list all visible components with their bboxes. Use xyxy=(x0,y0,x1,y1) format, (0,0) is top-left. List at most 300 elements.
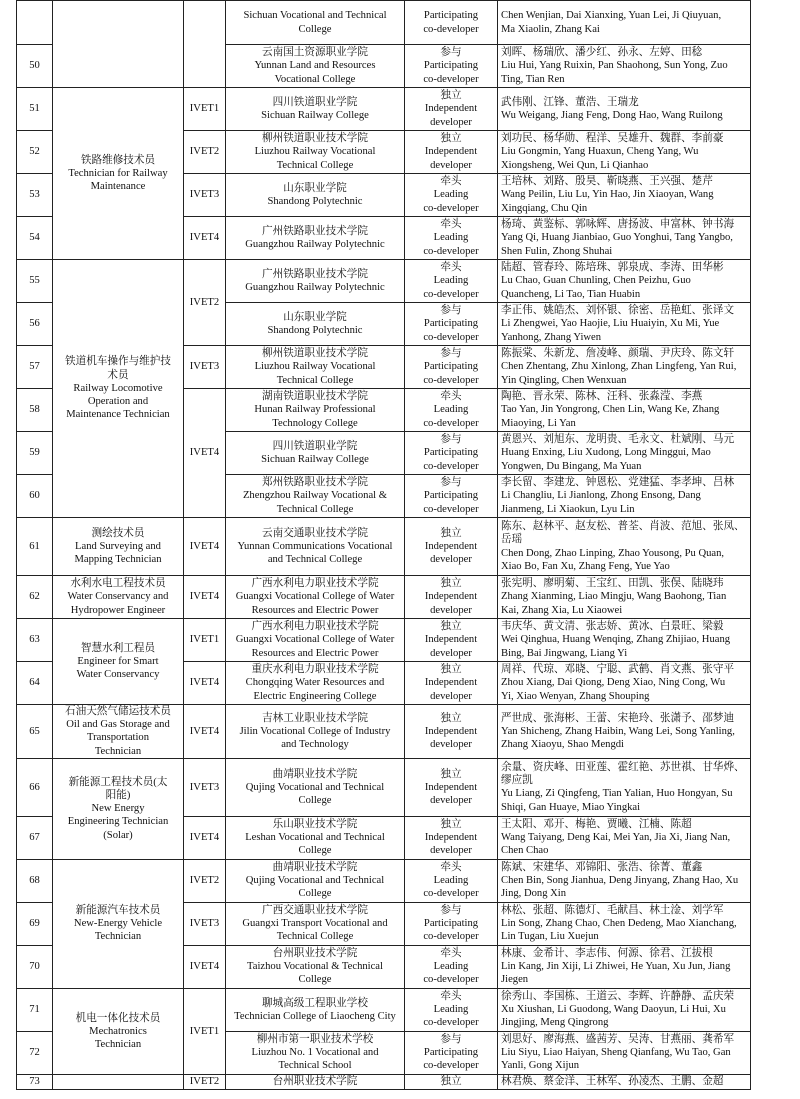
institution-cell xyxy=(226,45,405,88)
text-line: co-developer xyxy=(423,202,479,214)
text-line: 山东职业学院 xyxy=(283,311,347,323)
text-line: Independent xyxy=(424,634,478,646)
text-line: Resources and Electric Power xyxy=(251,647,379,659)
text-line: 乐山职业技术学院 xyxy=(272,819,358,830)
text-line: 陈振棠、朱新龙、詹凌峰、颜瑞、尹庆玲、陈文轩 xyxy=(501,348,735,360)
table-body xyxy=(17,1,751,1090)
row-number: 52 xyxy=(17,131,53,174)
row-number: 63 xyxy=(17,619,53,662)
text-line: 牵头 xyxy=(440,948,462,959)
text-line: Independent xyxy=(424,540,478,552)
text-line: developer xyxy=(430,116,472,128)
text-line: 陈斌、宋建华、邓锦阳、张浩、徐菁、董鑫 xyxy=(501,862,703,873)
text-line: Yan Shicheng, Zhang Haibin, Wang Lei, Song Yanling, xyxy=(501,725,735,737)
level-cell: IVET4 xyxy=(184,662,226,705)
developer-names-cell xyxy=(498,174,751,217)
text-line: Independent xyxy=(424,591,478,603)
text-line: College xyxy=(298,794,332,806)
profession-cell xyxy=(53,705,184,759)
text-line: 牵头 xyxy=(440,219,462,231)
institution-cell xyxy=(226,816,405,859)
text-line: Technical School xyxy=(278,1060,352,1072)
developer-names-cell xyxy=(498,131,751,174)
row-number: 56 xyxy=(17,303,53,346)
text-line: 广西交通职业技术学院 xyxy=(262,905,368,916)
text-line: 周祥、代琼、邓晓、宁聪、武鹤、肖文燕、张守平 xyxy=(501,664,735,676)
text-line: Xu Xiushan, Li Guodong, Wang Daoyun, Li Hui, Xu xyxy=(501,1004,726,1016)
text-line: Qujing Vocational and Technical xyxy=(245,875,385,887)
text-line: 新能源汽车技术员 xyxy=(75,905,161,916)
text-line: Yunnan Communications Vocational xyxy=(237,540,393,552)
institution-cell xyxy=(226,758,405,816)
text-line: Engineer for Smart xyxy=(77,655,159,667)
institution-cell xyxy=(226,705,405,759)
text-line: 岳瑶 xyxy=(501,534,523,546)
text-line: 重庆水利电力职业技术学院 xyxy=(251,664,379,676)
institution-cell xyxy=(226,945,405,988)
text-line: 林松、张超、陈德灯、毛献昌、林土淦、刘学军 xyxy=(501,905,724,916)
developer-names-cell xyxy=(498,619,751,662)
text-line: 聊城高级工程职业学校 xyxy=(262,997,368,1009)
text-line: Li Zhengwei, Yao Haojie, Liu Huaiyin, Xu Mi, Yue xyxy=(501,318,720,330)
level-cell: IVET2 xyxy=(184,131,226,174)
developer-names-cell xyxy=(498,88,751,131)
developer-names-cell xyxy=(498,945,751,988)
text-line: 台州职业技术学院 xyxy=(272,948,358,959)
text-line: Technician xyxy=(94,745,142,757)
institution-cell xyxy=(226,131,405,174)
text-line: 参与 xyxy=(440,434,462,446)
profession-cell xyxy=(53,576,184,619)
row-number: 57 xyxy=(17,346,53,389)
text-line: Jianmeng, Li Xiaokun, Lyu Lin xyxy=(501,503,635,515)
text-line: co-developer xyxy=(423,417,479,429)
text-line: 陆超、管春玲、陈培珠、郭泉成、李涛、田华彬 xyxy=(501,262,724,274)
text-line: 参与 xyxy=(440,47,462,59)
profession-cell xyxy=(53,518,184,576)
row-number: 54 xyxy=(17,217,53,260)
level-cell: IVET3 xyxy=(184,902,226,945)
text-line: Liuzhou Railway Vocational xyxy=(254,361,376,373)
institution-cell xyxy=(226,1,405,45)
table-row xyxy=(17,705,751,759)
developer-names-cell xyxy=(498,705,751,759)
level-cell: IVET4 xyxy=(184,705,226,759)
text-line: 广西水利电力职业技术学院 xyxy=(251,621,379,633)
text-line: 王太阳、邓开、梅艳、贾曦、江楠、陈超 xyxy=(501,819,692,830)
institution-cell xyxy=(226,902,405,945)
profession-cell xyxy=(53,758,184,859)
text-line: 李长留、李建龙、钟恩松、党建猛、李孝坤、吕林 xyxy=(501,477,735,489)
text-line: 水利水电工程技术员 xyxy=(70,578,166,590)
developer-names-cell xyxy=(498,859,751,902)
text-line: 山东职业学院 xyxy=(283,182,347,194)
text-line: 刘晖、杨瑞欣、潘少红、孙永、左婷、田稔 xyxy=(501,47,703,59)
institution-cell xyxy=(226,260,405,303)
table-row xyxy=(17,1074,751,1089)
text-line: developer xyxy=(430,554,472,566)
text-line: Hunan Railway Professional xyxy=(254,404,376,416)
institution-cell xyxy=(226,518,405,576)
text-line: Chen Dong, Zhao Linping, Zhao Yousong, Pu Quan, xyxy=(501,547,725,559)
text-line: Yongwen, Du Bingang, Ma Yuan xyxy=(501,460,642,472)
role-cell xyxy=(405,45,498,88)
text-line: Vocational College xyxy=(274,73,356,85)
level-cell: IVET2 xyxy=(184,1074,226,1089)
text-line: Independent xyxy=(424,781,478,793)
text-line: co-developer xyxy=(423,23,479,35)
text-line: Liu Gongmin, Yang Huaxun, Cheng Yang, Wu xyxy=(501,146,699,158)
text-line: co-developer xyxy=(423,245,479,257)
role-cell xyxy=(405,662,498,705)
row-number: 71 xyxy=(17,988,53,1031)
developer-names-cell xyxy=(498,1074,751,1089)
text-line: Sichuan Vocational and Technical xyxy=(243,10,387,22)
text-line: Yi, Xiao Wenyan, Zhang Shouping xyxy=(501,690,650,702)
text-line: Participating xyxy=(423,10,479,22)
role-cell xyxy=(405,174,498,217)
role-cell xyxy=(405,88,498,131)
text-line: Ma Xiaolin, Zhang Kai xyxy=(501,23,600,35)
text-line: Wang Taiyang, Deng Kai, Mei Yan, Jia Xi, Jiang Nan, xyxy=(501,832,731,844)
text-line: Independent xyxy=(424,832,478,844)
role-cell xyxy=(405,902,498,945)
text-line: Railway Locomotive xyxy=(73,382,163,394)
text-line: 广西水利电力职业技术学院 xyxy=(251,578,379,590)
text-line: 林康、金希计、李志伟、何源、徐君、江拔根 xyxy=(501,948,713,959)
role-cell xyxy=(405,260,498,303)
text-line: Resources and Electric Power xyxy=(251,604,379,616)
text-line: Operation and xyxy=(87,396,149,408)
role-cell xyxy=(405,988,498,1031)
text-line: Leading xyxy=(433,232,469,244)
text-line: Yanhong, Zhang Yiwen xyxy=(501,331,602,343)
text-line: Technical College xyxy=(276,503,354,515)
row-number: 60 xyxy=(17,475,53,518)
text-line: Leshan Vocational and Technical xyxy=(245,832,385,844)
row-number: 58 xyxy=(17,389,53,432)
profession-cell xyxy=(53,88,184,260)
text-line: Participating xyxy=(423,490,479,502)
text-line: 柳州铁道职业技术学院 xyxy=(262,348,368,360)
developer-names-cell xyxy=(498,432,751,475)
text-line: co-developer xyxy=(423,1060,479,1072)
text-line: 广州铁路职业技术学院 xyxy=(262,225,368,237)
text-line: co-developer xyxy=(423,931,479,943)
text-line: Sichuan Railway College xyxy=(261,110,369,121)
text-line: Chen Zhentang, Zhu Xinlong, Zhan Lingfeng, Yan Rui, xyxy=(501,361,737,373)
text-line: 曲靖职业技术学院 xyxy=(272,768,358,780)
developer-names-cell xyxy=(498,1031,751,1074)
text-line: 刘思好、廖海燕、盛茜芳、吴涛、甘燕丽、龚希军 xyxy=(501,1034,735,1045)
row-number: 65 xyxy=(17,705,53,759)
text-line: Technician xyxy=(94,1038,142,1050)
text-line: 独立 xyxy=(440,621,462,633)
table-row xyxy=(17,758,751,816)
text-line: Wei Qinghua, Huang Wenqing, Zhang Zhijiao, Huang xyxy=(501,634,731,646)
developer-names-cell xyxy=(498,816,751,859)
text-line: Miaoying, Li Yan xyxy=(501,417,576,429)
level-cell: IVET4 xyxy=(184,217,226,260)
institution-cell xyxy=(226,662,405,705)
text-line: Xiongsheng, Wei Qun, Li Qianhao xyxy=(501,159,649,171)
role-cell xyxy=(405,217,498,260)
text-line: Maintenance xyxy=(90,181,146,193)
level-cell: IVET4 xyxy=(184,816,226,859)
text-line: 杨琦、黄鉴标、郭咏辉、唐扬波、申富林、钟书海 xyxy=(501,219,735,231)
text-line: Liuzhou No. 1 Vocational and xyxy=(251,1047,379,1059)
row-number: 68 xyxy=(17,859,53,902)
text-line: 参与 xyxy=(440,477,462,489)
role-cell xyxy=(405,475,498,518)
table-row xyxy=(17,988,751,1031)
developer-names-cell xyxy=(498,45,751,88)
text-line: Taizhou Vocational & Technical xyxy=(247,961,383,973)
text-line: 独立 xyxy=(440,664,462,676)
text-line: Guangxi Transport Vocational and xyxy=(242,918,388,930)
text-line: Oil and Gas Storage and xyxy=(66,719,170,731)
text-line: Chen Bin, Song Jianhua, Deng Jinyang, Zhang Hao, Xu xyxy=(501,875,739,887)
profession-cell xyxy=(53,859,184,988)
text-line: Independent xyxy=(424,677,478,689)
text-line: 新能源工程技术员(太 xyxy=(68,776,168,788)
institution-cell xyxy=(226,88,405,131)
text-line: 牵头 xyxy=(440,391,462,403)
text-line: 李正伟、姚皓杰、刘怀银、徐密、岳艳虹、张译文 xyxy=(501,305,735,317)
text-line: (Solar) xyxy=(103,829,133,841)
text-line: Guangxi Vocational College of Water xyxy=(235,591,395,603)
text-line: Shandong Polytechnic xyxy=(267,325,363,336)
role-cell xyxy=(405,816,498,859)
text-line: 术员 xyxy=(107,369,129,381)
institution-cell xyxy=(226,1031,405,1074)
text-line: 徐秀山、李国栋、王道云、李辉、许静静、孟庆荣 xyxy=(501,991,735,1002)
row-number: 59 xyxy=(17,432,53,475)
institution-cell xyxy=(226,432,405,475)
row-number: 64 xyxy=(17,662,53,705)
text-line: 郑州铁路职业技术学院 xyxy=(262,477,368,489)
text-line: 缪应凯 xyxy=(501,775,533,787)
table-row xyxy=(17,518,751,576)
text-line: Zhang Xiaoyu, Shao Mengdi xyxy=(501,739,624,750)
text-line: Liu Hui, Yang Ruixin, Pan Shaohong, Sun Yong, Zuo xyxy=(501,60,728,72)
table-row xyxy=(17,576,751,619)
text-line: Participating xyxy=(423,918,479,930)
level-cell: IVET4 xyxy=(184,518,226,576)
text-line: College xyxy=(298,974,332,986)
text-line: 陶艳、晋永荣、陈林、汪科、张淼滢、李燕 xyxy=(501,391,703,403)
text-line: Xiao Bo, Fan Xu, Zhang Feng, Yue Yao xyxy=(501,560,670,572)
role-cell xyxy=(405,346,498,389)
row-number: 67 xyxy=(17,816,53,859)
institution-cell xyxy=(226,174,405,217)
text-line: 独立 xyxy=(440,712,462,724)
text-line: Yanli, Gong Xijun xyxy=(501,1060,580,1072)
text-line: Chen Chao xyxy=(501,845,549,857)
institution-cell xyxy=(226,389,405,432)
text-line: 王培林、刘路、殷昊、靳晓燕、王兴强、楚芹 xyxy=(501,176,713,188)
profession-cell xyxy=(53,1074,184,1089)
text-line: 牵头 xyxy=(440,862,462,873)
institution-cell xyxy=(226,1074,405,1089)
text-line: 林君焕、蔡金洋、王林军、孙凌杰、王鹏、金超 xyxy=(501,1076,724,1088)
role-cell xyxy=(405,1074,498,1089)
text-line: developer xyxy=(430,647,472,659)
row-number: 51 xyxy=(17,88,53,131)
text-line: co-developer xyxy=(423,73,479,85)
institution-cell xyxy=(226,988,405,1031)
text-line: 参与 xyxy=(440,1034,462,1045)
text-line: Participating xyxy=(423,447,479,459)
text-line: 测绘技术员 xyxy=(91,527,145,539)
text-line: Independent xyxy=(424,103,478,115)
role-cell xyxy=(405,619,498,662)
row-number: 69 xyxy=(17,902,53,945)
text-line: Shiqi, Gan Huaye, Miao Yingkai xyxy=(501,801,641,813)
text-line: Zhengzhou Railway Vocational & xyxy=(242,490,388,502)
text-line: 铁路维修技术员 xyxy=(80,154,156,166)
text-line: Technician for Railway xyxy=(68,167,168,179)
text-line: Leading xyxy=(433,404,469,416)
text-line: developer xyxy=(430,690,472,702)
level-cell: IVET1 xyxy=(184,88,226,131)
text-line: co-developer xyxy=(423,331,479,343)
text-line: Independent xyxy=(424,725,478,737)
text-line: Technical College xyxy=(276,374,354,386)
text-line: 参与 xyxy=(440,305,462,317)
text-line: Technical College xyxy=(276,931,354,943)
text-line: Zhang Xianming, Liao Mingju, Wang Baohong, Tian xyxy=(501,591,727,603)
text-line: Shen Fulin, Zhong Shuhai xyxy=(501,245,613,257)
row-number: 53 xyxy=(17,174,53,217)
table-row xyxy=(17,619,751,662)
text-line: Kai, Zhang Xia, Lu Xiaowei xyxy=(501,604,623,616)
text-line: Jiegen xyxy=(501,974,529,986)
text-line: and Technology xyxy=(281,739,349,750)
text-line: Jilin Vocational College of Industry xyxy=(239,725,391,737)
profession-cell xyxy=(53,619,184,705)
developer-names-cell xyxy=(498,389,751,432)
text-line: Technology College xyxy=(272,417,358,429)
role-cell xyxy=(405,705,498,759)
text-line: Jing, Dong Xin xyxy=(501,888,567,900)
institution-cell xyxy=(226,303,405,346)
role-cell xyxy=(405,945,498,988)
text-line: 曲靖职业技术学院 xyxy=(272,862,358,873)
text-line: Hydropower Engineer xyxy=(70,604,166,616)
text-line: 张宪明、廖明菊、王宝红、田凯、张俣、陆晓玮 xyxy=(501,578,724,590)
level-cell: IVET2 xyxy=(184,859,226,902)
text-line: 黄恩兴、刘旭东、龙明贵、毛永文、杜斌刚、马元 xyxy=(501,434,735,446)
text-line: 韦庆华、黄文清、张志娇、黄冰、白景旺、梁毅 xyxy=(501,621,724,633)
text-line: 石油天然气储运技术员 xyxy=(65,706,171,717)
text-line: 云南交通职业技术学院 xyxy=(262,527,368,539)
text-line: Lin Tugan, Liu Xuejun xyxy=(501,931,599,943)
text-line: Participating xyxy=(423,1047,479,1059)
text-line: Electric Engineering College xyxy=(253,690,377,702)
profession-cell xyxy=(53,260,184,518)
text-line: Guangxi Vocational College of Water xyxy=(235,634,395,646)
row-number: 66 xyxy=(17,758,53,816)
text-line: Maintenance Technician xyxy=(66,409,170,421)
developer-names-cell xyxy=(498,518,751,576)
text-line: Leading xyxy=(433,1004,469,1016)
text-line: Jingjing, Meng Qingrong xyxy=(501,1017,609,1029)
text-line: 湖南铁道职业技术学院 xyxy=(262,391,368,403)
text-line: 独立 xyxy=(440,90,462,102)
profession-cell xyxy=(53,1,184,88)
role-cell xyxy=(405,1,498,45)
text-line: developer xyxy=(430,739,472,750)
developer-names-cell xyxy=(498,475,751,518)
text-line: 余量、资庆峰、田亚莲、霍红艳、苏世祺、甘华烨、 xyxy=(501,761,745,773)
table-row xyxy=(17,1,751,45)
text-line: Wu Weigang, Jiang Feng, Dong Hao, Wang Ruilong xyxy=(501,110,723,121)
text-line: 铁道机车操作与维护技 xyxy=(65,356,171,368)
text-line: College xyxy=(298,888,332,900)
text-line: Huang Enxing, Liu Xudong, Long Minggui, Mao xyxy=(501,447,711,459)
row-number xyxy=(17,1,53,45)
text-line: co-developer xyxy=(423,288,479,300)
developer-names-cell xyxy=(498,662,751,705)
text-line: Water Conservancy and xyxy=(67,591,169,603)
text-line: New-Energy Vehicle xyxy=(73,918,163,930)
level-cell: IVET3 xyxy=(184,758,226,816)
institution-cell xyxy=(226,346,405,389)
institution-cell xyxy=(226,859,405,902)
text-line: 柳州市第一职业技术学校 xyxy=(256,1034,374,1045)
text-line: Lu Chao, Guan Chunling, Chen Peizhu, Guo xyxy=(501,275,691,287)
level-cell: IVET1 xyxy=(184,988,226,1074)
institution-cell xyxy=(226,576,405,619)
role-cell xyxy=(405,131,498,174)
text-line: Liuzhou Railway Vocational xyxy=(254,146,376,158)
level-cell xyxy=(184,1,226,88)
text-line: Engineering Technician xyxy=(67,816,169,828)
text-line: developer xyxy=(430,794,472,806)
text-line: Wang Peilin, Liu Lu, Yin Hao, Jin Xiaoyan, Wang xyxy=(501,189,714,201)
text-line: 智慧水利工程员 xyxy=(80,642,156,654)
table-row xyxy=(17,859,751,902)
curriculum-developer-table xyxy=(16,0,751,1090)
text-line: co-developer xyxy=(423,888,479,900)
text-line: 严世成、张海彬、王蕾、宋艳玲、张潇予、邵梦迪 xyxy=(501,712,735,724)
text-line: 四川铁道职业学院 xyxy=(272,440,358,452)
text-line: 云南国土资源职业学院 xyxy=(262,47,368,59)
profession-cell xyxy=(53,988,184,1074)
text-line: Chongqing Water Resources and xyxy=(245,677,385,689)
row-number: 62 xyxy=(17,576,53,619)
text-line: 参与 xyxy=(440,905,462,916)
text-line: Leading xyxy=(433,961,469,973)
text-line: co-developer xyxy=(423,460,479,472)
row-number: 55 xyxy=(17,260,53,303)
text-line: Mapping Technician xyxy=(74,554,162,566)
text-line: Guangzhou Railway Polytechnic xyxy=(245,239,385,250)
developer-names-cell xyxy=(498,346,751,389)
role-cell xyxy=(405,1031,498,1074)
developer-names-cell xyxy=(498,902,751,945)
table-row xyxy=(17,260,751,303)
text-line: New Energy xyxy=(91,803,145,815)
text-line: Xingqiang, Chu Qin xyxy=(501,202,588,214)
text-line: 独立 xyxy=(440,819,462,830)
text-line: Yin Qingling, Chen Wenxuan xyxy=(501,374,627,386)
text-line: 独立 xyxy=(440,578,462,590)
text-line: Land Surveying and xyxy=(75,540,161,552)
developer-names-cell xyxy=(498,988,751,1031)
table-row xyxy=(17,88,751,131)
